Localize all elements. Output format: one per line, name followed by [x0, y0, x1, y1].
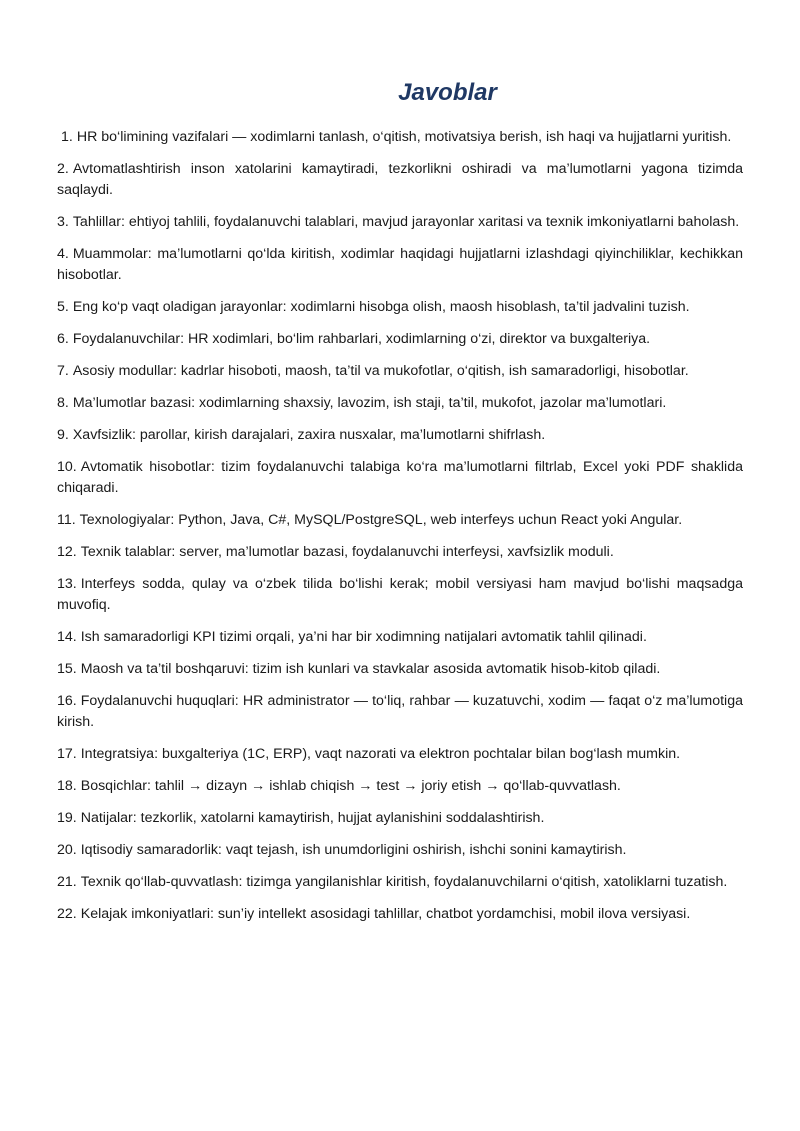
answer-item: [57, 212, 743, 233]
answer-item: [57, 904, 743, 925]
answer-item: [57, 627, 743, 648]
answer-text: Muammolar: ma’lumotlarni qo‘lda kiritish, xodimlar haqidagi hujjatlarni izlashdagi qiyinchiliklar, kechikkan hisobotlar.: [57, 246, 743, 283]
answer-text: Avtomatik hisobotlar: tizim foydalanuvchi talabiga ko‘ra ma’lumotlarni filtrlab, Excel yoki PDF shaklida chiqaradi.: [57, 459, 743, 496]
answer-item: [57, 244, 743, 286]
answer-item: [57, 159, 743, 201]
answer-item: [57, 542, 743, 563]
answer-text: Tahlillar: ehtiyoj tahlili, foydalanuvchi talablari, mavjud jarayonlar xaritasi va texnik imkoniyatlarni baholash.: [72, 214, 740, 230]
page-title: Javoblar: [398, 79, 497, 106]
answer-item: [57, 297, 743, 318]
answer-number: 19.: [57, 810, 77, 826]
answer-item: [57, 574, 743, 616]
answer-number: 14.: [57, 629, 77, 645]
answer-text: Foydalanuvchilar: HR xodimlari, bo‘lim rahbarlari, xodimlarning o‘zi, direktor va buxgalteriya.: [72, 331, 651, 347]
answer-list: [57, 127, 743, 925]
answer-number: 9.: [57, 427, 69, 443]
answer-text: Eng ko‘p vaqt oladigan jarayonlar: xodimlarni hisobga olish, maosh hisoblash, ta’til jadvalini tuzish.: [72, 299, 690, 315]
answer-text: Texnologiyalar: Python, Java, C#, MySQL/PostgreSQL, web interfeys uchun React yoki Angular.: [79, 512, 683, 528]
answer-text: Xavfsizlik: parollar, kirish darajalari, zaxira nusxalar, ma’lumotlarni shifrlash.: [72, 427, 546, 443]
answer-text: Maosh va ta’til boshqaruvi: tizim ish kunlari va stavkalar asosida avtomatik hisob-kitob qiladi.: [80, 661, 661, 677]
answer-number: 8.: [57, 395, 69, 411]
answer-item: [57, 457, 743, 499]
answer-item: [57, 127, 743, 148]
answer-text: Avtomatlashtirish inson xatolarini kamaytiradi, tezkorlikni oshiradi va ma’lumotlarni yagona tizimda saqlaydi.: [57, 161, 743, 198]
answer-item: [57, 510, 743, 531]
answer-item: [57, 425, 743, 446]
answer-number: 15.: [57, 661, 77, 677]
answer-item: [57, 329, 743, 350]
answer-text: HR bo‘limining vazifalari — xodimlarni tanlash, o‘qitish, motivatsiya berish, ish haqi va hujjatlarni yuritish.: [76, 129, 732, 145]
answer-item: [57, 393, 743, 414]
answer-number: 18.: [57, 778, 77, 794]
answer-item: [57, 872, 743, 893]
answer-item: [57, 361, 743, 382]
answer-text: Kelajak imkoniyatlari: sun’iy intellekt asosidagi tahlillar, chatbot yordamchisi, mobil ilova versiyasi.: [80, 906, 691, 922]
answer-item: [57, 808, 743, 829]
answer-number: 11.: [57, 512, 76, 528]
answer-text: Foydalanuvchi huquqlari: HR administrator — to‘liq, rahbar — kuzatuvchi, xodim — faqat o‘z ma’lumotiga kirish.: [57, 693, 743, 730]
answer-item: [57, 659, 743, 680]
answer-number: 7.: [57, 363, 69, 379]
answer-number: 5.: [57, 299, 69, 315]
answer-number: 6.: [57, 331, 69, 347]
answer-text: Iqtisodiy samaradorlik: vaqt tejash, ish unumdorligini oshirish, ishchi sonini kamaytirish.: [80, 842, 627, 858]
answer-number: 2.: [57, 161, 69, 177]
answer-number: 4.: [57, 246, 69, 262]
answer-number: 21.: [57, 874, 77, 890]
answer-number: 17.: [57, 746, 77, 762]
answer-text: Natijalar: tezkorlik, xatolarni kamaytirish, hujjat aylanishini soddalashtirish.: [80, 810, 545, 826]
answer-item: [57, 691, 743, 733]
answer-text: Ma’lumotlar bazasi: xodimlarning shaxsiy, lavozim, ish staji, ta’til, mukofot, jazolar ma’lumotlari.: [72, 395, 667, 411]
answer-text: Interfeys sodda, qulay va o‘zbek tilida bo‘lishi kerak; mobil versiyasi ham mavjud bo‘lishi maqsadga muvofiq.: [57, 576, 743, 613]
answer-text: Texnik qo‘llab-quvvatlash: tizimga yangilanishlar kiritish, foydalanuvchilarni o‘qitish, xatoliklarni tuzatish.: [80, 874, 728, 890]
answer-text: Asosiy modullar: kadrlar hisoboti, maosh, ta’til va mukofotlar, o‘qitish, ish samaradorligi, hisobotlar.: [72, 363, 689, 379]
answer-text: Texnik talablar: server, ma’lumotlar bazasi, foydalanuvchi interfeysi, xavfsizlik moduli.: [80, 544, 614, 560]
answer-item: [57, 744, 743, 765]
answer-number: 22.: [57, 906, 77, 922]
answer-item: [57, 840, 743, 861]
answer-number: 16.: [57, 693, 77, 709]
answer-text: Ish samaradorligi KPI tizimi orqali, ya’ni har bir xodimning natijalari avtomatik tahlil qilinadi.: [80, 629, 647, 645]
answer-number: 12.: [57, 544, 77, 560]
answer-number: 20.: [57, 842, 77, 858]
answer-item: [57, 776, 743, 797]
answer-number: 3.: [57, 214, 69, 230]
answer-number: 1.: [61, 129, 73, 145]
answer-text: Bosqichlar: tahlil → dizayn → ishlab chiqish → test → joriy etish → qo‘llab-quvvatlash.: [80, 778, 621, 794]
answer-text: Integratsiya: buxgalteriya (1C, ERP), vaqt nazorati va elektron pochtalar bilan bog‘lash mumkin.: [80, 746, 681, 762]
answer-number: 10.: [57, 459, 77, 475]
answer-number: 13.: [57, 576, 77, 592]
